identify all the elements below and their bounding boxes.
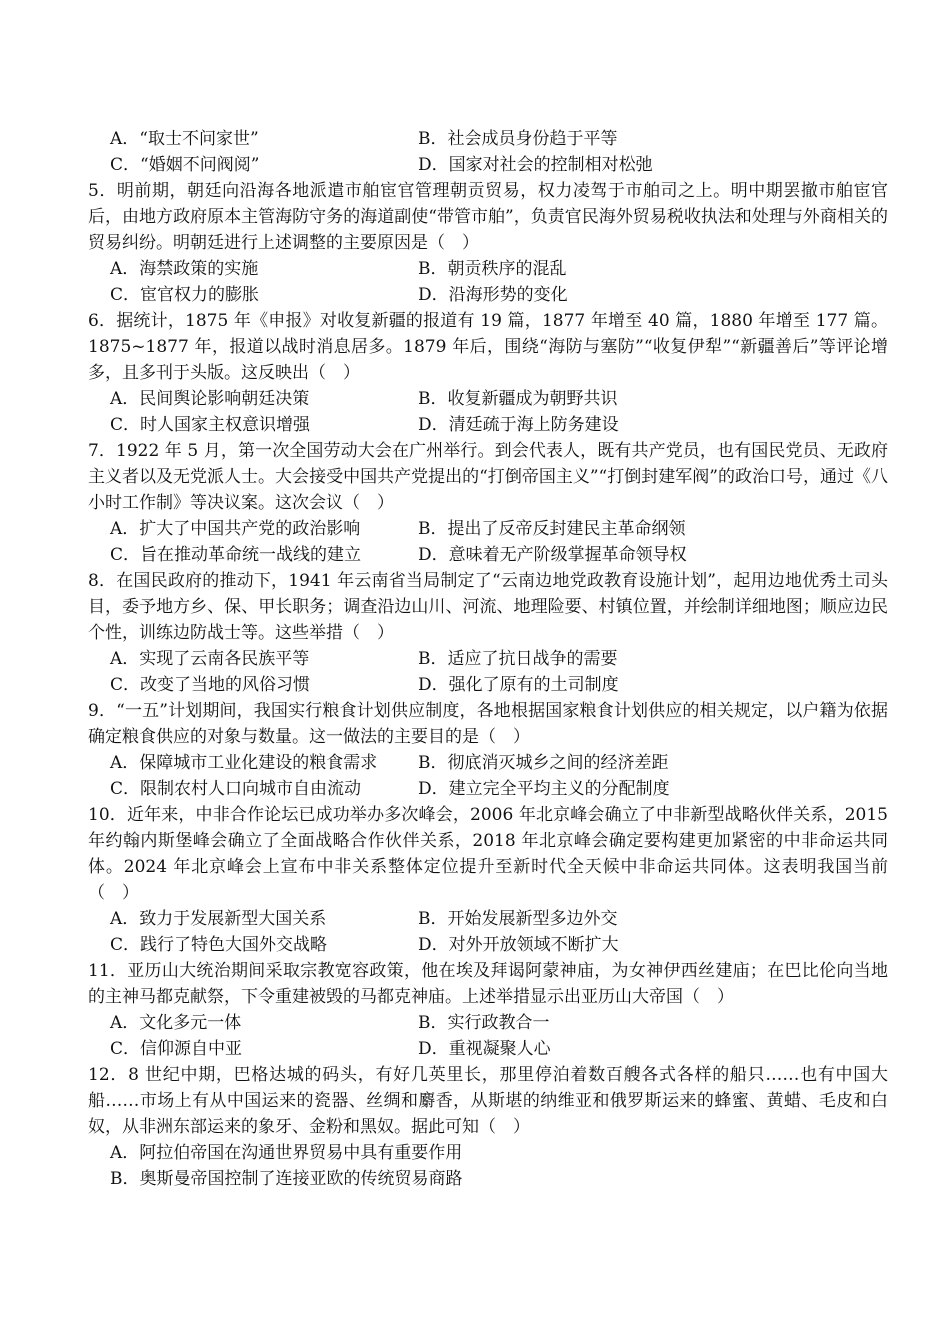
q9-options-row-2 (88, 776, 888, 802)
q8-options-row-1 (88, 646, 888, 672)
q11-option-d: D．重视凝聚人心 (418, 1039, 551, 1059)
q11-options-row-2 (88, 1036, 888, 1062)
q6-options-row-2 (88, 412, 888, 438)
q6-option-b: B．收复新疆成为朝野共识 (418, 389, 618, 409)
q12-option-b: B．奥斯曼帝国控制了连接亚欧的传统贸易商路 (110, 1169, 463, 1189)
q4-option-b: B．社会成员身份趋于平等 (418, 129, 618, 149)
q9-options-row-1 (88, 750, 888, 776)
q8-option-c: C．改变了当地的风俗习惯 (110, 675, 311, 695)
q5-option-d: D．沿海形势的变化 (418, 285, 568, 305)
q10-stem: 10．近年来，中非合作论坛已成功举办多次峰会，2006 年北京峰会确立了中非新型战略伙伴关系，2015 年约翰内斯堡峰会确立了全面战略合作伙伴关系，2018 年北京峰会确定要构建更加紧密的中非命运共同体。2024 年北京峰会上宣布中非关系整体定位提升至新时代全天候中非命运共同体。这表明我国当前（ ） (88, 805, 888, 903)
q7-stem: 7．1922 年 5 月，第一次全国劳动大会在广州举行。到会代表人，既有共产党员，也有国民党员、无政府主义者以及无党派人士。大会接受中国共产党提出的“打倒帝国主义”“打倒封建军阀”的政治口号，通过《八小时工作制》等决议案。这次会议（ ） (88, 441, 888, 513)
q5-stem: 5．明前期，朝廷向沿海各地派遣市舶宦官管理朝贡贸易，权力凌驾于市舶司之上。明中期罢撤市舶宦官后，由地方政府原本主管海防守务的海道副使“带管市舶”，负责官民海外贸易税收执法和处理与外商相关的贸易纠纷。明朝廷进行上述调整的主要原因是（ ） (88, 181, 888, 253)
q8-options-row-2 (88, 672, 888, 698)
q4-options-row-2 (88, 152, 888, 178)
q10-options-row-2 (88, 932, 888, 958)
q6-stem: 6．据统计，1875 年《申报》对收复新疆的报道有 19 篇，1877 年增至 40 篇，1880 年增至 177 篇。1875~1877 年，报道以战时消息居多。1879 年后，围绕“海防与塞防”“收复伊犁”“新疆善后”等评论增多，且多刊于头版。这反映出（ ） (88, 311, 888, 383)
q5-option-a: A．海禁政策的实施 (110, 259, 259, 279)
q7-options-row-1 (88, 516, 888, 542)
q7-options-row-2 (88, 542, 888, 568)
q5-options-row-1 (88, 256, 888, 282)
q9-option-c: C．限制农村人口向城市自由流动 (110, 779, 362, 799)
q7-option-b: B．提出了反帝反封建民主革命纲领 (418, 519, 686, 539)
q12-stem: 12．8 世纪中期，巴格达城的码头，有好几英里长，那里停泊着数百艘各式各样的船只……也有中国大船……市场上有从中国运来的瓷器、丝绸和麝香，从斯堪的纳维亚和俄罗斯运来的蜂蜜、黄蜡、毛皮和白奴，从非洲东部运来的象牙、金粉和黑奴。据此可知（ ） (88, 1065, 888, 1137)
q10-option-a: A．致力于发展新型大国关系 (110, 909, 327, 929)
q7-option-d: D．意味着无产阶级掌握革命领导权 (418, 545, 687, 565)
q4-option-c: C．“婚姻不问阀阅” (110, 155, 260, 175)
q5-option-b: B．朝贡秩序的混乱 (418, 259, 567, 279)
q8-option-d: D．强化了原有的土司制度 (418, 675, 619, 695)
q4-option-a: A．“取士不问家世” (110, 129, 259, 149)
q7-option-a: A．扩大了中国共产党的政治影响 (110, 519, 361, 539)
q5-options-row-2 (88, 282, 888, 308)
q6-option-c: C．时人国家主权意识增强 (110, 415, 311, 435)
q10-option-d: D．对外开放领域不断扩大 (418, 935, 619, 955)
q11-option-a: A．文化多元一体 (110, 1013, 242, 1033)
q6-options-row-1 (88, 386, 888, 412)
q11-stem: 11．亚历山大统治期间采取宗教宽容政策，他在埃及拜谒阿蒙神庙，为女神伊西丝建庙；在巴比伦向当地的主神马都克献祭，下令重建被毁的马都克神庙。上述举措显示出亚历山大帝国（ ） (88, 961, 888, 1007)
q7-option-c: C．旨在推动革命统一战线的建立 (110, 545, 362, 565)
q9-option-a: A．保障城市工业化建设的粮食需求 (110, 753, 378, 773)
q4-options-row-1 (88, 126, 888, 152)
q11-option-c: C．信仰源自中亚 (110, 1039, 243, 1059)
q10-option-b: B．开始发展新型多边外交 (418, 909, 618, 929)
q9-option-d: D．建立完全平均主义的分配制度 (418, 779, 670, 799)
q10-option-c: C．践行了特色大国外交战略 (110, 935, 328, 955)
q5-option-c: C．宦官权力的膨胀 (110, 285, 260, 305)
q9-option-b: B．彻底消灭城乡之间的经济差距 (418, 753, 669, 773)
q8-option-b: B．适应了抗日战争的需要 (418, 649, 618, 669)
q9-stem: 9．“一五”计划期间，我国实行粮食计划供应制度，各地根据国家粮食计划供应的相关规定，以户籍为依据确定粮食供应的对象与数量。这一做法的主要目的是（ ） (88, 701, 888, 747)
q10-options-row-1 (88, 906, 888, 932)
q8-stem: 8．在国民政府的推动下，1941 年云南省当局制定了“云南边地党政教育设施计划”，起用边地优秀土司头目，委予地方乡、保、甲长职务；调查沿边山川、河流、地理险要、村镇位置，并绘制详细地图；顺应边民个性，训练边防战士等。这些举措（ ） (88, 571, 888, 643)
q12-option-a: A．阿拉伯帝国在沟通世界贸易中具有重要作用 (110, 1143, 463, 1163)
q4-option-d: D．国家对社会的控制相对松弛 (418, 155, 653, 175)
q6-option-a: A．民间舆论影响朝廷决策 (110, 389, 310, 409)
exam-page (88, 126, 888, 1192)
q11-options-row-1 (88, 1010, 888, 1036)
q11-option-b: B．实行政教合一 (418, 1013, 550, 1033)
q8-option-a: A．实现了云南各民族平等 (110, 649, 310, 669)
q6-option-d: D．清廷疏于海上防务建设 (418, 415, 619, 435)
